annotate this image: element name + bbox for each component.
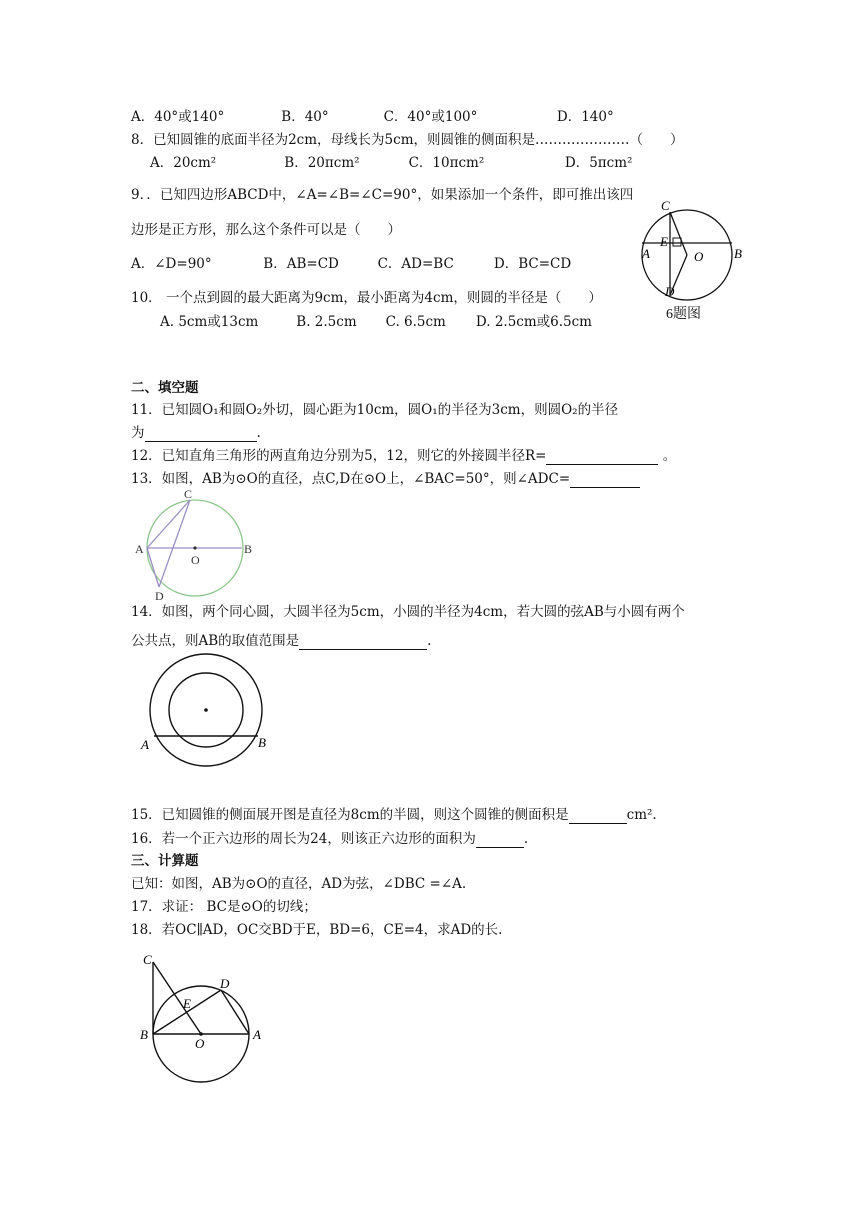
q10-option-a: A. 5cm或13cm	[160, 314, 259, 330]
q15-unit: cm².	[626, 807, 657, 823]
q10-option-c: C. 6.5cm	[385, 314, 446, 330]
q13-text: 13．如图，AB为⊙O的直径，点C,D在⊙O上，∠BAC=50°，则∠ADC=	[131, 471, 571, 487]
q8-option-c: C．10πcm²	[408, 155, 485, 171]
fig13-label-c: C	[184, 487, 193, 501]
q9-option-d: D．BC=CD	[493, 256, 572, 272]
fig6-label-d: D	[665, 284, 675, 299]
q11-prefix: 为	[131, 425, 145, 441]
figure-6-circle-diagram	[640, 198, 750, 318]
figure-6-caption: 6题图	[666, 307, 701, 322]
figure-18-tangent-diagram	[140, 950, 275, 1085]
q7-option-d: D．140°	[556, 109, 614, 125]
q14-prefix: 公共点，则AB的取值范围是	[131, 633, 300, 649]
q10-stem: 10． 一个点到圆的最大距离为9cm，最小距离为4cm，则圆的半径是（ ）	[131, 290, 602, 306]
q10-option-b: B. 2.5cm	[296, 314, 357, 330]
q8-stem: 8．已知圆锥的底面半径为2cm，母线长为5cm，则圆锥的侧面积是…………………（ ）	[131, 132, 684, 148]
q15-line	[131, 806, 657, 824]
q8-option-a: A．20cm²	[150, 155, 217, 171]
q16-end: .	[523, 831, 529, 847]
q14-line1: 14．如图，两个同心圆，大圆半径为5cm，小圆的半径为4cm，若大圆的弦AB与小圆有两个	[131, 604, 685, 620]
q11-line2	[131, 424, 261, 442]
q12-text: 12．已知直角三角形的两直角边分别为5，12，则它的外接圆半径R=	[131, 448, 547, 464]
section-2-title: 二、填空题	[131, 380, 199, 396]
q18-text: 18．若OC∥AD，OC交BD于E，BD=6，CE=4，求AD的长.	[131, 922, 503, 938]
q9-option-b: B．AB=CD	[263, 256, 339, 272]
q8-options	[150, 154, 632, 172]
q10-option-d: D. 2.5cm或6.5cm	[475, 314, 592, 330]
fig6-label-b: B	[734, 246, 742, 261]
fig6-label-c: C	[661, 198, 670, 213]
fig14-label-b: B	[258, 735, 266, 750]
q9-stem-line1: 9．．已知四边形ABCD中，∠A=∠B=∠C=90°，如果添加一个条件，即可推出该四	[131, 187, 634, 203]
fig18-label-b: B	[140, 1027, 148, 1042]
q15-answer-blank[interactable]	[569, 809, 627, 824]
q8-option-b: B．20πcm²	[284, 155, 360, 171]
q13-line	[131, 470, 640, 488]
given-statement: 已知：如图，AB为⊙O的直径，AD为弦，∠DBC =∠A.	[131, 876, 467, 892]
q11-answer-blank[interactable]	[145, 427, 257, 442]
q16-line	[131, 830, 528, 848]
q16-answer-blank[interactable]	[476, 833, 524, 848]
figure-14-concentric-circles	[138, 654, 278, 774]
q10-options	[160, 313, 592, 331]
q11-line1: 11．已知圆O₁和圆O₂外切，圆心距为10cm，圆O₁的半径为3cm，则圆O₂的半径	[131, 402, 619, 418]
q9-option-a: A．∠D=90°	[131, 256, 212, 272]
q12-end: 。	[658, 448, 677, 464]
fig13-label-b: B	[244, 542, 253, 556]
q15-text: 15．已知圆锥的侧面展开图是直径为8cm的半圆，则这个圆锥的侧面积是	[131, 807, 569, 823]
q13-answer-blank[interactable]	[570, 473, 640, 488]
fig14-label-a: A	[141, 737, 149, 752]
fig6-label-a: A	[642, 246, 650, 261]
q7-options	[131, 108, 614, 126]
figure-13-circle-diagram	[135, 487, 253, 603]
fig18-label-o: O	[195, 1036, 205, 1051]
fig18-label-e: E	[183, 996, 191, 1011]
fig13-label-o: O	[191, 553, 200, 567]
q12-line	[131, 447, 676, 465]
fig6-label-e: E	[660, 234, 668, 249]
q9-options	[131, 255, 571, 273]
q11-end: .	[256, 425, 261, 441]
section-3-title: 三、计算题	[131, 853, 199, 869]
q14-end: .	[427, 633, 432, 649]
fig18-label-d: D	[220, 976, 230, 991]
fig13-label-d: D	[155, 589, 164, 603]
q12-answer-blank[interactable]	[546, 450, 658, 465]
q7-option-b: B．40°	[281, 109, 329, 125]
fig13-label-a: A	[135, 542, 144, 556]
q17-text: 17．求证： BC是⊙O的切线；	[131, 899, 317, 915]
q16-text: 16．若一个正六边形的周长为24，则该正六边形的面积为	[131, 831, 476, 847]
q8-option-d: D．5πcm²	[564, 155, 633, 171]
fig6-label-o: O	[694, 249, 704, 264]
q9-option-c: C．AD=BC	[377, 256, 454, 272]
fig18-label-c: C	[143, 952, 152, 967]
q9-stem-line2: 边形是正方形，那么这个条件可以是（ ）	[131, 222, 401, 238]
q14-answer-blank[interactable]	[299, 635, 427, 650]
fig18-label-a: A	[253, 1027, 261, 1042]
q7-option-a: A．40°或140°	[131, 109, 225, 125]
q14-line2	[131, 632, 431, 650]
q7-option-c: C．40°或100°	[383, 109, 478, 125]
